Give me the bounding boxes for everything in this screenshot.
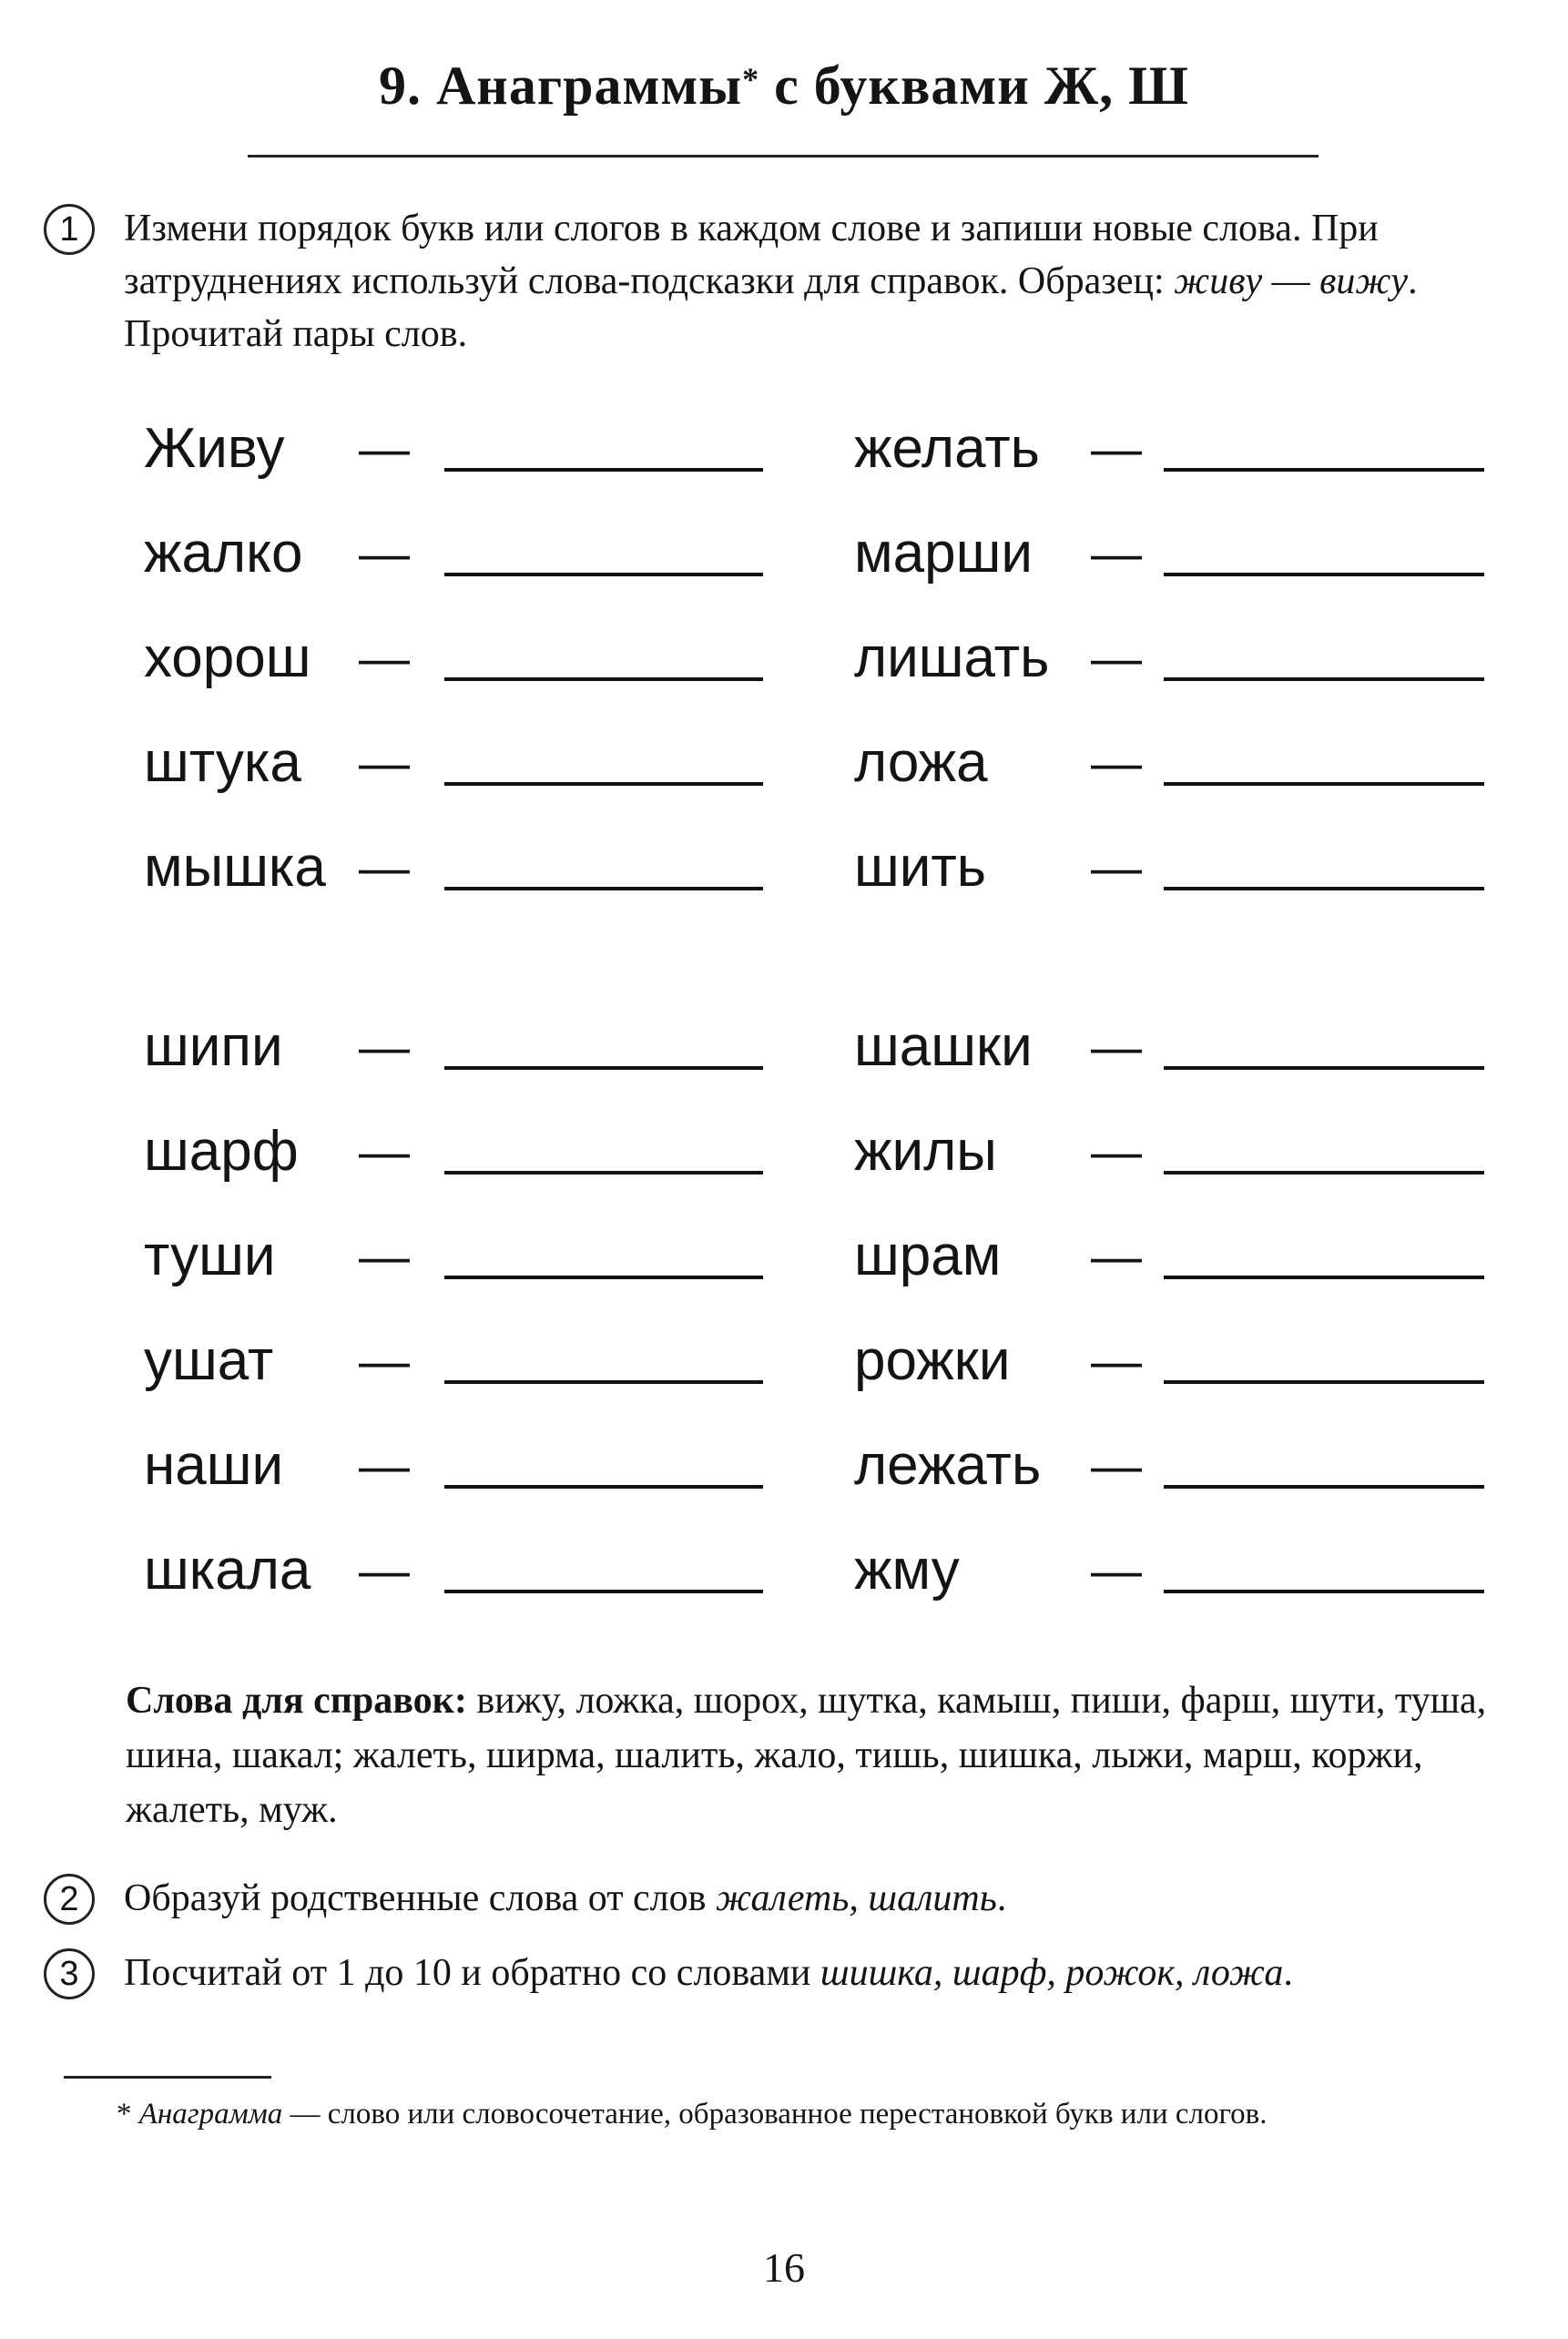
- word-row-right: [854, 1320, 1473, 1425]
- answer-blank[interactable]: [1164, 1485, 1484, 1489]
- task-3-words: шишка, шарф, рожок, ложа: [820, 1952, 1284, 1994]
- answer-blank[interactable]: [1164, 1590, 1484, 1593]
- answer-blank[interactable]: [444, 887, 763, 890]
- task-1-text-a: Измени порядок букв или слогов в каждом слове и запиши новые слова. При затруднениях используй слова-подсказки для справок. Образец:: [124, 208, 1379, 302]
- task-1-example-dash: —: [1262, 260, 1320, 302]
- word-row-right: [854, 408, 1473, 513]
- anagram-word: лежать: [854, 1434, 1042, 1497]
- anagram-word: шить: [854, 836, 987, 899]
- task-2-text-a: Образуй родственные слова от слов: [124, 1877, 716, 1919]
- word-row-left: [144, 1425, 763, 1530]
- word-dash: —: [1091, 1227, 1142, 1285]
- word-dash: —: [1091, 420, 1142, 477]
- word-row-right: [854, 1215, 1473, 1320]
- word-dash: —: [359, 1437, 410, 1494]
- answer-blank[interactable]: [444, 1171, 763, 1175]
- answer-blank[interactable]: [1164, 468, 1484, 472]
- page-title: [0, 55, 1568, 117]
- word-row-left: [144, 408, 763, 513]
- anagram-word: марши: [854, 522, 1033, 585]
- word-dash: —: [359, 524, 410, 582]
- task-1-text-b: . Прочитай пары слов.: [124, 260, 1418, 355]
- word-dash: —: [1091, 1018, 1142, 1075]
- anagram-word: жму: [854, 1539, 960, 1602]
- answer-blank[interactable]: [1164, 573, 1484, 576]
- answer-blank[interactable]: [1164, 1380, 1484, 1384]
- anagram-word: шкала: [144, 1539, 311, 1602]
- title-main: 9. Анаграммы: [378, 56, 743, 116]
- anagram-word: хорош: [144, 626, 311, 689]
- page-number: 16: [763, 2244, 805, 2291]
- word-dash: —: [1091, 1437, 1142, 1494]
- anagram-word: ушат: [144, 1329, 274, 1392]
- anagram-word: шипи: [144, 1015, 283, 1078]
- task-2-text-b: .: [996, 1877, 1007, 1919]
- word-dash: —: [1091, 1332, 1142, 1389]
- reference-words-label: Слова для справок:: [126, 1680, 467, 1722]
- title-asterisk: *: [742, 61, 760, 97]
- word-row-right: [854, 722, 1473, 827]
- word-column-right: [854, 408, 1473, 1634]
- word-dash: —: [359, 839, 410, 896]
- word-row-right: [854, 1425, 1473, 1530]
- footnote-rule: [64, 2076, 271, 2079]
- word-dash: —: [359, 1541, 410, 1599]
- task-3-number: 3: [44, 1948, 95, 1999]
- word-row-right: [854, 1530, 1473, 1634]
- answer-blank[interactable]: [444, 1276, 763, 1279]
- answer-blank[interactable]: [444, 677, 763, 681]
- answer-blank[interactable]: [444, 468, 763, 472]
- task-1-example-word-1: живу: [1174, 260, 1263, 302]
- answer-blank[interactable]: [1164, 887, 1484, 890]
- word-dash: —: [1091, 734, 1142, 791]
- word-dash: —: [359, 1018, 410, 1075]
- word-row-left: [144, 617, 763, 722]
- task-2-words: жалеть, шалить: [715, 1877, 997, 1919]
- word-column-left: [144, 408, 763, 1634]
- word-dash: —: [359, 420, 410, 477]
- word-row-left: [144, 722, 763, 827]
- anagram-word: шашки: [854, 1015, 1033, 1078]
- footnote-text: — слово или словосочетание, образованное перестановкой букв или слогов.: [282, 2098, 1268, 2131]
- answer-blank[interactable]: [444, 1485, 763, 1489]
- word-dash: —: [359, 629, 410, 686]
- task-1-example-word-2: вижу: [1319, 260, 1409, 302]
- title-rest: с буквами Ж, Ш: [759, 56, 1190, 116]
- answer-blank[interactable]: [444, 1380, 763, 1384]
- word-dash: —: [1091, 839, 1142, 896]
- word-dash: —: [359, 1123, 410, 1180]
- task-2-number: 2: [44, 1874, 95, 1925]
- anagram-word: жилы: [854, 1120, 997, 1183]
- anagram-word: рожки: [854, 1329, 1011, 1392]
- answer-blank[interactable]: [1164, 1276, 1484, 1279]
- word-dash: —: [359, 734, 410, 791]
- task-2-instruction: [124, 1872, 1528, 1925]
- anagram-word: штука: [144, 731, 301, 794]
- word-row-left: [144, 827, 763, 931]
- word-dash: —: [359, 1227, 410, 1285]
- word-row-right: [854, 1006, 1473, 1111]
- answer-blank[interactable]: [1164, 1171, 1484, 1175]
- anagram-word: жалко: [144, 522, 303, 585]
- anagram-word: лишать: [854, 626, 1050, 689]
- footnote-term: Анаграмма: [138, 2098, 283, 2131]
- task-1-instruction: [124, 202, 1528, 361]
- word-row-right: [854, 617, 1473, 722]
- anagram-word: наши: [144, 1434, 284, 1497]
- word-row-left: [144, 1111, 763, 1215]
- task-3-instruction: [124, 1947, 1528, 1999]
- anagram-word: желать: [854, 417, 1040, 480]
- anagram-word: Живу: [144, 417, 285, 480]
- reference-words: [126, 1673, 1528, 1837]
- reference-words-list: вижу, ложка, шорох, шутка, камыш, пиши, фарш, шути, туша, шина, шакал; жалеть, ширма, шалить, жало, тишь, шишка, лыжи, марш, коржи, жалеть, муж.: [126, 1680, 1487, 1831]
- word-row-left: [144, 1320, 763, 1425]
- task-1-number: 1: [44, 204, 95, 255]
- footnote-star: *: [117, 2098, 139, 2131]
- word-row-left: [144, 513, 763, 617]
- answer-blank[interactable]: [444, 1590, 763, 1593]
- title-underline: [248, 155, 1319, 158]
- answer-blank[interactable]: [1164, 782, 1484, 786]
- word-row-right: [854, 1111, 1473, 1215]
- task-3-text-a: Посчитай от 1 до 10 и обратно со словами: [124, 1952, 820, 1994]
- anagram-word: мышка: [144, 836, 326, 899]
- footnote: [64, 2092, 1521, 2136]
- anagram-word: туши: [144, 1225, 276, 1287]
- answer-blank[interactable]: [444, 1066, 763, 1070]
- answer-blank[interactable]: [1164, 677, 1484, 681]
- word-dash: —: [1091, 629, 1142, 686]
- word-row-right: [854, 513, 1473, 617]
- task-3-text-b: .: [1283, 1952, 1293, 1994]
- word-row-left: [144, 1530, 763, 1634]
- word-dash: —: [1091, 524, 1142, 582]
- anagram-word: шарф: [144, 1120, 299, 1183]
- answer-blank[interactable]: [444, 573, 763, 576]
- answer-blank[interactable]: [444, 782, 763, 786]
- anagram-word: шрам: [854, 1225, 1002, 1287]
- word-row-right: [854, 827, 1473, 931]
- word-dash: —: [359, 1332, 410, 1389]
- answer-blank[interactable]: [1164, 1066, 1484, 1070]
- word-dash: —: [1091, 1123, 1142, 1180]
- anagram-word: ложа: [854, 731, 988, 794]
- word-row-left: [144, 1215, 763, 1320]
- word-dash: —: [1091, 1541, 1142, 1599]
- word-row-left: [144, 1006, 763, 1111]
